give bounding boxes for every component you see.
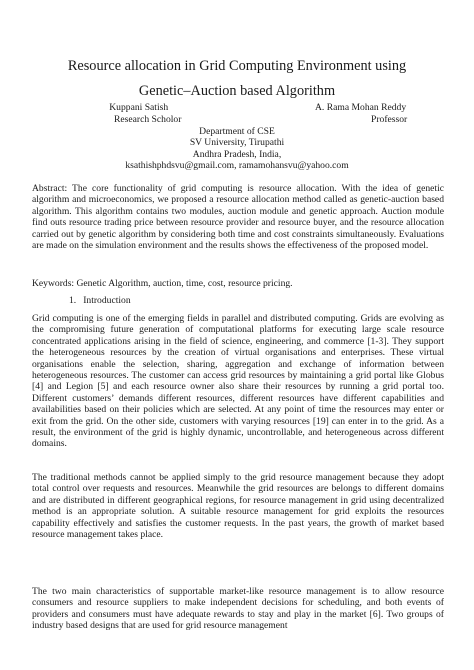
author-role: Research Scholor [114, 114, 182, 125]
body-paragraph: The two main characteristics of supportable market-like resource management is to allow resource consumers and resource suppliers to make independent decisions for scheduling, and both events of providers and consumers must have adequate rewards to stay and play in the market [6]. Two groups of industry based designs that are used for grid resource management [32, 586, 444, 632]
abstract: Abstract: The core functionality of grid computing is resource allocation. With the idea of genetic algorithm and microeconomics, we proposed a resource allocation method called as genetic-auction based algorithm. This algorithm contains two modules, auction module and genetic approach. Auction module find outs resource trading price between resource provider and resource buyer, and the resource allocation carried out by genetic algorithm by considering both time and cost constraints simultaneously. Evaluations are made on the simulation environment and the results shows the effectiveness of the proposed model. [32, 183, 444, 252]
affiliation-university: SV University, Tirupathi [189, 137, 285, 149]
title-line-2: Genetic–Auction based Algorithm [138, 83, 336, 99]
keywords: Keywords: Genetic Algorithm, auction, time, cost, resource pricing. [32, 278, 293, 289]
author-name: A. Rama Mohan Reddy [315, 102, 407, 113]
affiliation-state: Andhra Pradesh, India, [192, 148, 282, 160]
affiliation-dept: Department of CSE [199, 126, 275, 137]
author-name: Kuppani Satish [109, 102, 169, 113]
title-line-1: Resource allocation in Grid Computing Environment using [67, 58, 407, 74]
section-title: Introduction [83, 295, 131, 306]
body-paragraph: The traditional methods cannot be applied simply to the grid resource management because they adopt total control over requests and resources. Meanwhile the grid resources are belongs to different domains and are distributed in different geographical regions, for resource management in grid using decentralized method is an appropriate solution. A suitable resource management for grid exploits the resources capability effectively and satisfies the customer requests. In the past years, the growth of market based resource management takes place. [32, 472, 444, 541]
author-block-left [96, 102, 181, 126]
section-number: 1. [69, 295, 77, 306]
affiliation-emails: ksathishphdsvu@gmail.com, ramamohansvu@yahoo.com [125, 160, 349, 172]
body-paragraph: Grid computing is one of the emerging fields in parallel and distributed computing. Grids are evolving as the compromising future generation of computational platforms for executing large scale resource concentrated applications arising in the field of science, engineering, and commerce [1-3]. They support the heterogeneous resources by the creation of virtual organisations and enterprises. These virtual organisations enable the selection, sharing, aggregation and exchange of information between heterogeneous resources. The customer can access grid resources by maintaining a grid portal like Globus [4] and Legion [5] and each resource owner also share their resources by running a grid portal too. Different customers’ demands different resources, different resources have different capabilities and availabilities based on their policies which are selected. At any point of time the resources may enter or exit from the grid. On the other side, customers with varying resources [19] can enter in to the grid. As a result, the environment of the grid is highly dynamic, uncontrollable, and heterogeneous across different domains. [32, 313, 444, 450]
affiliation [100, 126, 374, 172]
section-heading [69, 295, 131, 306]
author-role: Professor [371, 114, 408, 125]
author-block-right [315, 102, 407, 126]
paper-title [40, 54, 434, 104]
